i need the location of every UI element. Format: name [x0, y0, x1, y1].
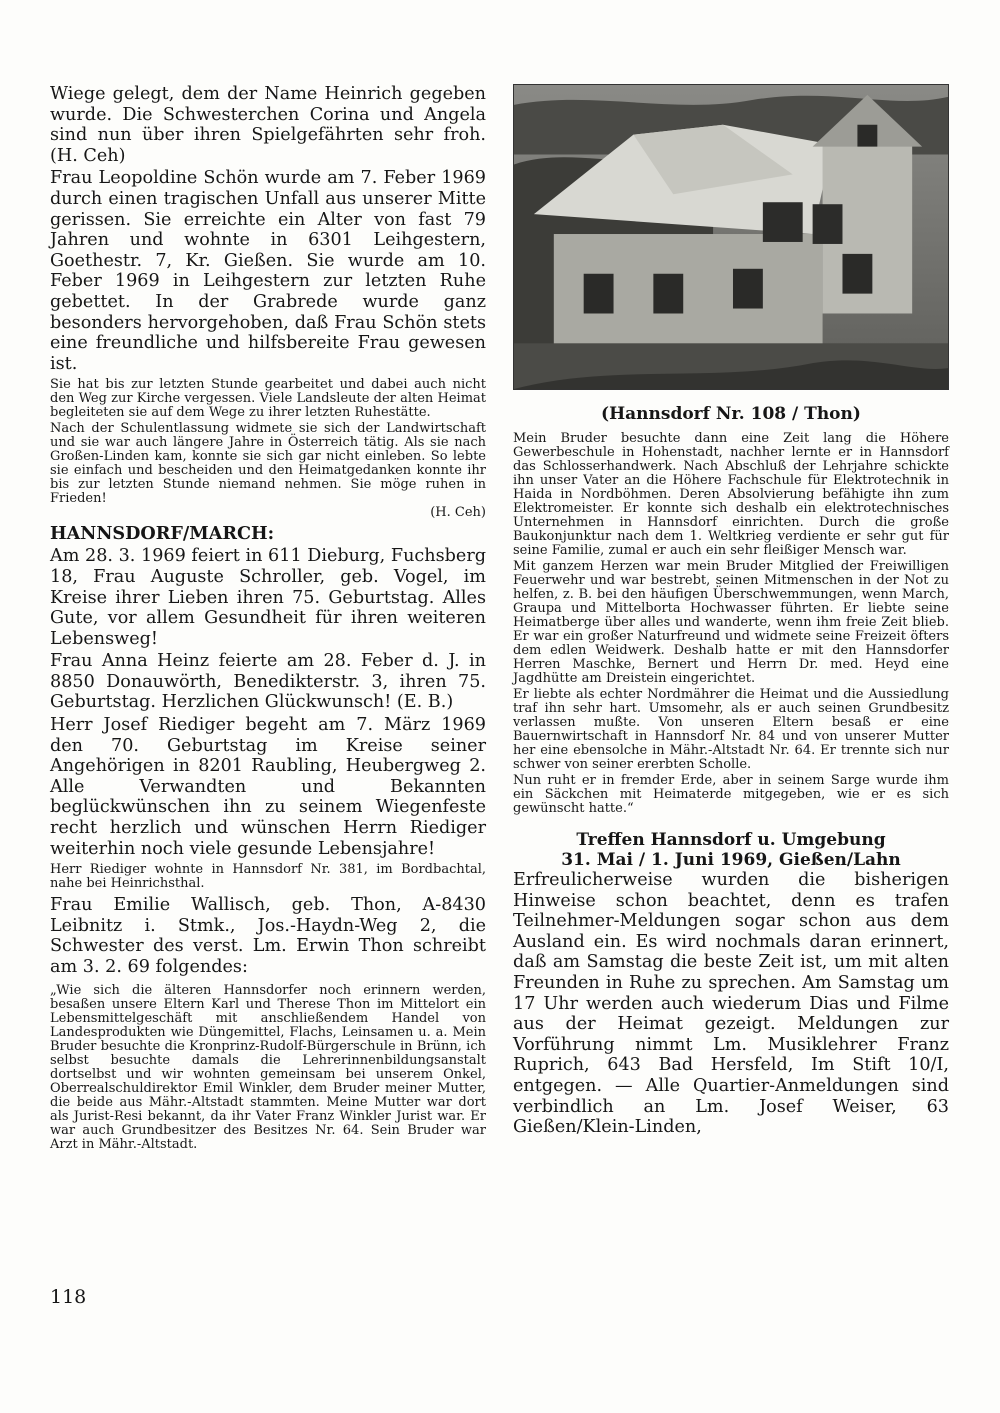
paragraph: Frau Anna Heinz feierte am 28. Feber d. J. in 8850 Donauwörth, Benedikterstr. 3, ihren 75. Geburtstag. Herzlichen Glückwunsch! (E. B.) — [50, 651, 486, 713]
house-photo — [513, 84, 949, 390]
left-column — [50, 84, 486, 1152]
paragraph: Nach der Schulentlassung widmete sie sich der Landwirtschaft und sie war auch längere Jahre in Österreich tätig. Als sie nach Großen-Linden kam, konnte sie sich gar nicht einleben. So lebte sie einfach und bescheiden und den Heimatgedanken konnte ihr bis zur letzten Stunde niemand nehmen. Sie möge ruhen in Frieden! — [50, 421, 486, 507]
paragraph: Frau Emilie Wallisch, geb. Thon, A-8430 Leibnitz i. Stmk., Jos.-Haydn-Weg 2, die Schwester des verst. Lm. Erwin Thon schreibt am 3. 2. 69 folgendes: — [50, 895, 486, 977]
photo-caption: (Hannsdorf Nr. 108 / Thon) — [601, 404, 861, 424]
paragraph: Frau Leopoldine Schön wurde am 7. Feber 1969 durch einen tragischen Unfall aus unserer Mitte gerissen. Sie erreichte ein Alter von fast 79 Jahren und wohnte in 6301 Leihgestern, Goethestr. 7, Kr. Gießen. Sie wurde am 10. Feber 1969 in Leihgestern zur letzten Ruhe gebettet. In der Grabrede wurde ganz besonders hervorgehoben, daß Frau Schön stets eine freundliche und hilfsbereite Frau gewesen ist. — [50, 168, 486, 374]
paragraph: Erfreulicherweise wurden die bisherigen Hinweise schon beachtet, denn es trafen Teilnehmer-Meldungen sogar schon aus dem Ausland ein. Es wird nochmals daran erinnert, daß am Samstag die beste Zeit ist, um mit alten Freunden in Ruhe zu sprechen. Am Samstag um 17 Uhr werden auch wiederum Dias und Filme aus der Heimat gezeigt. Meldungen zur Vorführung nimmt Lm. Musiklehrer Franz Ruprich, 643 Bad Hersfeld, Im Stift 10/I, entgegen. — Alle Quartier-Anmeldungen sind verbindlich an Lm. Josef Weiser, 63 Gießen/Klein-Linden, — [513, 870, 949, 1138]
paragraph: Mit ganzem Herzen war mein Bruder Mitglied der Freiwilligen Feuerwehr und war bestrebt, seinen Mitmenschen in der Not zu helfen, z. B. bei den häufigen Überschwemmungen, wenn March, Graupa und Mittelborta Hochwasser führten. Er liebte seine Heimatberge über alles und wanderte, wenn ihm freie Zeit blieb. Er war ein großer Naturfreund und widmete seine Freizeit öfters dem edlen Weidwerk. Deshalb hatte er mit den Hannsdorfer Herren Maschke, Bernert und Herrn Dr. med. Heyd eine Jagdhütte am Dreistein eingerichtet. — [513, 559, 949, 686]
paragraph: Am 28. 3. 1969 feiert in 611 Dieburg, Fuchsberg 18, Frau Auguste Schroller, geb. Vogel, im Kreise ihrer Lieben ihren 75. Geburtstag. Alles Gute, vor allem Gesundheit für ihren weiteren Lebensweg! — [50, 546, 486, 649]
paragraph: Wiege gelegt, dem der Name Heinrich gegeben wurde. Die Schwesterchen Corina und Angela sind nun über ihren Spielgefährten sehr froh. (H. Ceh) — [50, 84, 486, 166]
event-subheading: 31. Mai / 1. Juni 1969, Gießen/Lahn — [561, 850, 901, 870]
paragraph: Herr Josef Riediger begeht am 7. März 1969 den 70. Geburtstag im Kreise seiner Angehörigen in 8201 Raubling, Heubergweg 2. Alle Verwandten und Bekannten beglückwünschen ihn zu seinem Wiegenfeste recht herzlich und wünschen Herrn Riediger weiterhin noch viele gesunde Lebensjahre! — [50, 715, 486, 859]
signature: (H. Ceh) — [430, 505, 486, 521]
page-number: 118 — [50, 1286, 87, 1308]
paragraph: Sie hat bis zur letzten Stunde gearbeitet und dabei auch nicht den Weg zur Kirche vergessen. Viele Landsleute der alten Heimat begleiteten sie auf dem Wege zu ihrer letzten Ruhestätte. — [50, 377, 486, 421]
right-column — [513, 84, 949, 1138]
event-heading: Treffen Hannsdorf u. Umgebung — [576, 830, 886, 850]
paragraph: Mein Bruder besuchte dann eine Zeit lang die Höhere Gewerbeschule in Hohenstadt, nachher lernte er in Hannsdorf das Schlosserhandwerk. Nach Abschluß der Lehrjahre schickte ihn unser Vater an die Höhere Fachschule für Elektrotechnik in Haida in Nordböhmen. Deren Absolvierung befähigte ihn zum Elektromeister. Er konnte sich deshalb ein elektrotechnisches Unternehmen in Hannsdorf einrichten. Durch die große Baukonjunktur nach dem 1. Weltkrieg verdiente er sehr gut für seine Familie, zumal er auch ein sehr fleißiger Mensch war. — [513, 431, 949, 558]
section-heading: HANNSDORF/MARCH: — [50, 523, 275, 545]
paragraph: Nun ruht er in fremder Erde, aber in seinem Sarge wurde ihm ein Säckchen mit Heimaterde mitgegeben, wie er es sich gewünscht hatte.“ — [513, 773, 949, 816]
paragraph: Herr Riediger wohnte in Hannsdorf Nr. 381, im Bordbachtal, nahe bei Heinrichsthal. — [50, 862, 486, 892]
paragraph: Er liebte als echter Nordmährer die Heimat und die Aussiedlung traf ihn sehr hart. Umsomehr, als er auch seinen Grundbesitz verlassen mußte. Von unseren Eltern besaß er eine Bauernwirtschaft in Hannsdorf Nr. 84 und von unserer Mutter her eine ebensolche in Mähr.-Altstadt Nr. 64. Er trennte sich nur schwer von seiner ererbten Scholle. — [513, 687, 949, 772]
paragraph: „Wie sich die älteren Hannsdorfer noch erinnern werden, besaßen unsere Eltern Karl und Therese Thon im Mittelort ein Lebensmittelgeschäft mit anschließendem Handel von Landesprodukten wie Düngemittel, Flachs, Leinsamen u. a. Mein Bruder besuchte die Kronprinz-Rudolf-Bürgerschule in Brünn, ich selbst besuchte damals die Lehrerinnenbildungsanstalt dortselbst und wir wohnten gemeinsam bei unserem Onkel, Oberrealschuldirektor Emil Winkler, dem Bruder meiner Mutter, die beide aus Mähr.-Altstadt stammten. Meine Mutter war dort als Jurist-Resi bekannt, da ihr Vater Franz Winkler Jurist war. Er war auch Grundbesitzer des Besitzes Nr. 64. Sein Bruder war Arzt in Mähr.-Altstadt. — [50, 982, 486, 1152]
